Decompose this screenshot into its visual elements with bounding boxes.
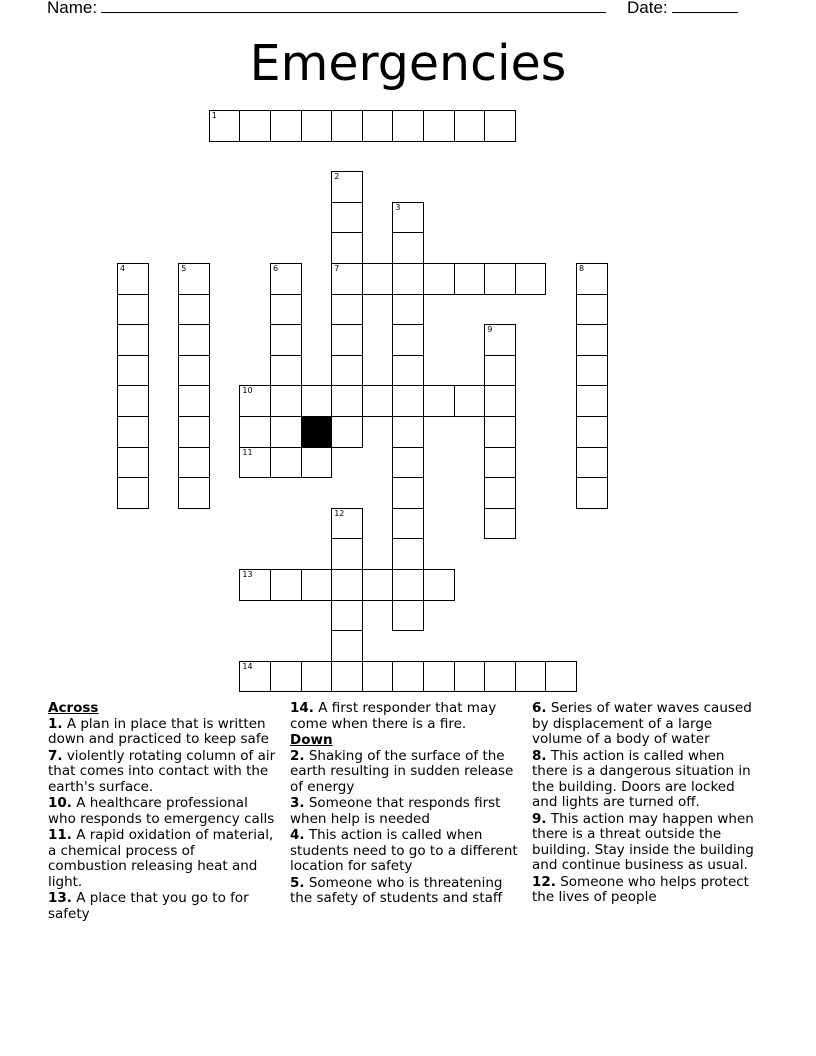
grid-cell[interactable] xyxy=(392,416,424,448)
grid-cell[interactable] xyxy=(270,110,302,142)
grid-cell[interactable] xyxy=(576,294,608,326)
grid-cell[interactable] xyxy=(117,324,149,356)
clue-item xyxy=(532,875,760,906)
clue-number: 5 xyxy=(181,264,187,273)
grid-cell[interactable] xyxy=(331,110,363,142)
clue-item xyxy=(290,749,518,796)
clue-text: Shaking of the surface of the earth resulting in sudden release of energy xyxy=(290,747,514,795)
grid-cell[interactable] xyxy=(117,447,149,479)
grid-cell[interactable] xyxy=(484,324,516,356)
grid-cell[interactable] xyxy=(331,171,363,203)
clues-column-1 xyxy=(48,701,276,923)
grid-cell[interactable] xyxy=(392,110,424,142)
grid-cell[interactable] xyxy=(576,355,608,387)
grid-cell[interactable] xyxy=(576,324,608,356)
grid-cell[interactable] xyxy=(270,263,302,295)
grid-cell[interactable] xyxy=(576,385,608,417)
grid-cell[interactable] xyxy=(331,232,363,264)
grid-cell[interactable] xyxy=(392,294,424,326)
grid-cell[interactable] xyxy=(484,110,516,142)
grid-cell[interactable] xyxy=(270,661,302,693)
grid-cell[interactable] xyxy=(362,110,394,142)
grid-cell[interactable] xyxy=(576,447,608,479)
grid-cell[interactable] xyxy=(484,355,516,387)
grid-cell[interactable] xyxy=(484,263,516,295)
grid-cell[interactable] xyxy=(484,508,516,540)
grid-cell[interactable] xyxy=(331,661,363,693)
clue-num: 4. xyxy=(290,827,305,843)
clue-text: This action is called when there is a dangerous situation in the building. Doors are locked and lights are turned off. xyxy=(532,747,751,810)
grid-cell[interactable] xyxy=(392,232,424,264)
clue-number: 1 xyxy=(211,111,217,120)
grid-cell[interactable] xyxy=(270,294,302,326)
clue-number: 13 xyxy=(242,570,253,579)
clue-item xyxy=(48,749,276,796)
grid-cell[interactable] xyxy=(423,569,455,601)
clue-item xyxy=(532,749,760,811)
grid-cell[interactable] xyxy=(331,355,363,387)
grid-cell[interactable] xyxy=(239,661,271,693)
grid-cell[interactable] xyxy=(117,355,149,387)
clue-num: 3. xyxy=(290,795,305,811)
grid-cell[interactable] xyxy=(270,569,302,601)
grid-cell[interactable] xyxy=(454,263,486,295)
page-title: Emergencies xyxy=(249,35,567,92)
clue-text: A plan in place that is written down and practiced to keep safe xyxy=(48,715,269,747)
clue-text: Someone who is threatening the safety of students and staff xyxy=(290,874,503,906)
grid-cell[interactable] xyxy=(239,385,271,417)
grid-cell[interactable] xyxy=(423,110,455,142)
clue-text: Series of water waves caused by displacement of a large volume of a body of water xyxy=(532,700,752,747)
grid-cell[interactable] xyxy=(392,661,424,693)
grid-cell[interactable] xyxy=(178,263,210,295)
clue-number: 14 xyxy=(242,661,253,671)
grid-cell[interactable] xyxy=(301,569,333,601)
clue-num: 7. xyxy=(48,747,63,764)
clue-item xyxy=(290,701,518,732)
clue-number: 9 xyxy=(487,325,493,335)
clue-number: 2 xyxy=(334,172,340,182)
grid-cell[interactable] xyxy=(392,508,424,540)
clue-num: 14. xyxy=(290,700,314,716)
clue-item xyxy=(48,796,276,827)
clue-num: 10. xyxy=(48,795,72,811)
grid-cell[interactable] xyxy=(270,416,302,448)
clue-number: 6 xyxy=(273,264,279,273)
grid-cell[interactable] xyxy=(117,385,149,417)
grid-cell[interactable] xyxy=(178,355,210,387)
grid-cell[interactable] xyxy=(178,416,210,448)
grid-cell[interactable] xyxy=(301,385,333,417)
grid-cell[interactable] xyxy=(301,110,333,142)
grid-cell[interactable] xyxy=(392,477,424,509)
grid-cell[interactable] xyxy=(178,385,210,417)
grid-cell[interactable] xyxy=(454,385,486,417)
grid-cell[interactable] xyxy=(331,324,363,356)
clue-num: 6. xyxy=(532,700,547,716)
grid-cell[interactable] xyxy=(178,447,210,479)
grid-cell[interactable] xyxy=(270,385,302,417)
clue-item xyxy=(48,717,276,748)
clue-number: 4 xyxy=(120,264,126,273)
grid-cell[interactable] xyxy=(362,661,394,693)
grid-cell[interactable] xyxy=(331,600,363,632)
clue-num: 1. xyxy=(48,715,63,732)
clue-text: A rapid oxidation of material, a chemical process of combustion releasing heat and light. xyxy=(48,827,274,890)
grid-cell[interactable] xyxy=(239,110,271,142)
grid-cell[interactable] xyxy=(392,263,424,295)
grid-cell[interactable] xyxy=(392,538,424,570)
clues-column-2 xyxy=(290,701,518,908)
grid-cell[interactable] xyxy=(331,630,363,662)
clue-text: violently rotating column of air that comes into contact with the earth's surface. xyxy=(48,747,276,795)
clue-number: 10 xyxy=(242,386,253,396)
clue-number: 7 xyxy=(334,264,340,273)
grid-cell[interactable] xyxy=(392,447,424,479)
clue-item xyxy=(532,812,760,874)
grid-cell[interactable] xyxy=(239,447,271,479)
grid-cell[interactable] xyxy=(331,202,363,234)
black-square xyxy=(301,416,333,448)
grid-cell[interactable] xyxy=(576,263,608,295)
grid-cell[interactable] xyxy=(270,447,302,479)
grid-cell[interactable] xyxy=(178,294,210,326)
clue-number: 3 xyxy=(395,202,401,212)
grid-cell[interactable] xyxy=(331,385,363,417)
across-heading: Across xyxy=(48,700,99,716)
grid-cell[interactable] xyxy=(484,416,516,448)
grid-cell[interactable] xyxy=(178,324,210,356)
grid-cell[interactable] xyxy=(331,416,363,448)
grid-cell[interactable] xyxy=(576,416,608,448)
grid-cell[interactable] xyxy=(392,385,424,417)
clue-text: A place that you go to for safety xyxy=(48,890,249,922)
grid-cell[interactable] xyxy=(117,263,149,295)
grid-cell[interactable] xyxy=(117,477,149,509)
clue-text: A healthcare professional who responds to emergency calls xyxy=(48,795,275,827)
grid-cell[interactable] xyxy=(301,661,333,693)
clue-item xyxy=(290,796,518,827)
clue-num: 13. xyxy=(48,890,72,906)
clues-column-3 xyxy=(532,701,760,907)
grid-cell[interactable] xyxy=(239,416,271,448)
clue-number: 11 xyxy=(242,447,253,457)
clue-num: 11. xyxy=(48,827,72,843)
grid-cell[interactable] xyxy=(423,263,455,295)
clue-num: 2. xyxy=(290,747,305,764)
clue-number: 12 xyxy=(334,508,345,518)
grid-cell[interactable] xyxy=(209,110,241,142)
name-label: Name: xyxy=(47,0,98,17)
grid-cell[interactable] xyxy=(270,355,302,387)
grid-cell[interactable] xyxy=(331,263,363,295)
grid-cell[interactable] xyxy=(484,385,516,417)
clue-text: Someone who helps protect the lives of people xyxy=(532,873,749,905)
clue-item xyxy=(532,701,760,748)
clue-text: This action is called when students need to go to a different location for safety xyxy=(290,827,518,874)
clue-text: Someone that responds first when help is needed xyxy=(290,795,501,827)
clue-num: 12. xyxy=(532,873,556,890)
grid-cell[interactable] xyxy=(270,324,302,356)
grid-cell[interactable] xyxy=(392,569,424,601)
clue-num: 8. xyxy=(532,747,547,764)
down-heading: Down xyxy=(290,732,333,748)
grid-cell[interactable] xyxy=(545,661,577,693)
grid-cell[interactable] xyxy=(117,294,149,326)
grid-cell[interactable] xyxy=(239,569,271,601)
clue-text: This action may happen when there is a threat outside the building. Stay inside the building and continue business as usual. xyxy=(532,810,754,873)
clue-item xyxy=(48,891,276,922)
grid-cell[interactable] xyxy=(515,263,547,295)
date-label: Date: xyxy=(627,0,668,17)
grid-cell[interactable] xyxy=(454,661,486,693)
grid-cell[interactable] xyxy=(423,661,455,693)
clue-num: 9. xyxy=(532,810,547,827)
clue-text: A first responder that may come when there is a fire. xyxy=(290,700,497,732)
grid-cell[interactable] xyxy=(331,569,363,601)
grid-cell[interactable] xyxy=(331,538,363,570)
grid-cell[interactable] xyxy=(178,477,210,509)
grid-cell[interactable] xyxy=(484,447,516,479)
grid-cell[interactable] xyxy=(576,477,608,509)
grid-cell[interactable] xyxy=(362,385,394,417)
clue-number: 8 xyxy=(579,264,585,273)
grid-cell[interactable] xyxy=(331,508,363,540)
grid-cell[interactable] xyxy=(392,600,424,632)
grid-cell[interactable] xyxy=(117,416,149,448)
grid-cell[interactable] xyxy=(362,263,394,295)
grid-cell[interactable] xyxy=(454,110,486,142)
grid-cell[interactable] xyxy=(484,661,516,693)
grid-cell[interactable] xyxy=(515,661,547,693)
clue-num: 5. xyxy=(290,874,305,891)
clue-item xyxy=(290,828,518,875)
grid-cell[interactable] xyxy=(392,355,424,387)
grid-cell[interactable] xyxy=(331,294,363,326)
clue-item xyxy=(290,876,518,907)
grid-cell[interactable] xyxy=(392,324,424,356)
grid-cell[interactable] xyxy=(362,569,394,601)
grid-cell[interactable] xyxy=(301,447,333,479)
clue-item xyxy=(48,828,276,890)
grid-cell[interactable] xyxy=(423,385,455,417)
grid-cell[interactable] xyxy=(484,477,516,509)
grid-cell[interactable] xyxy=(392,202,424,234)
